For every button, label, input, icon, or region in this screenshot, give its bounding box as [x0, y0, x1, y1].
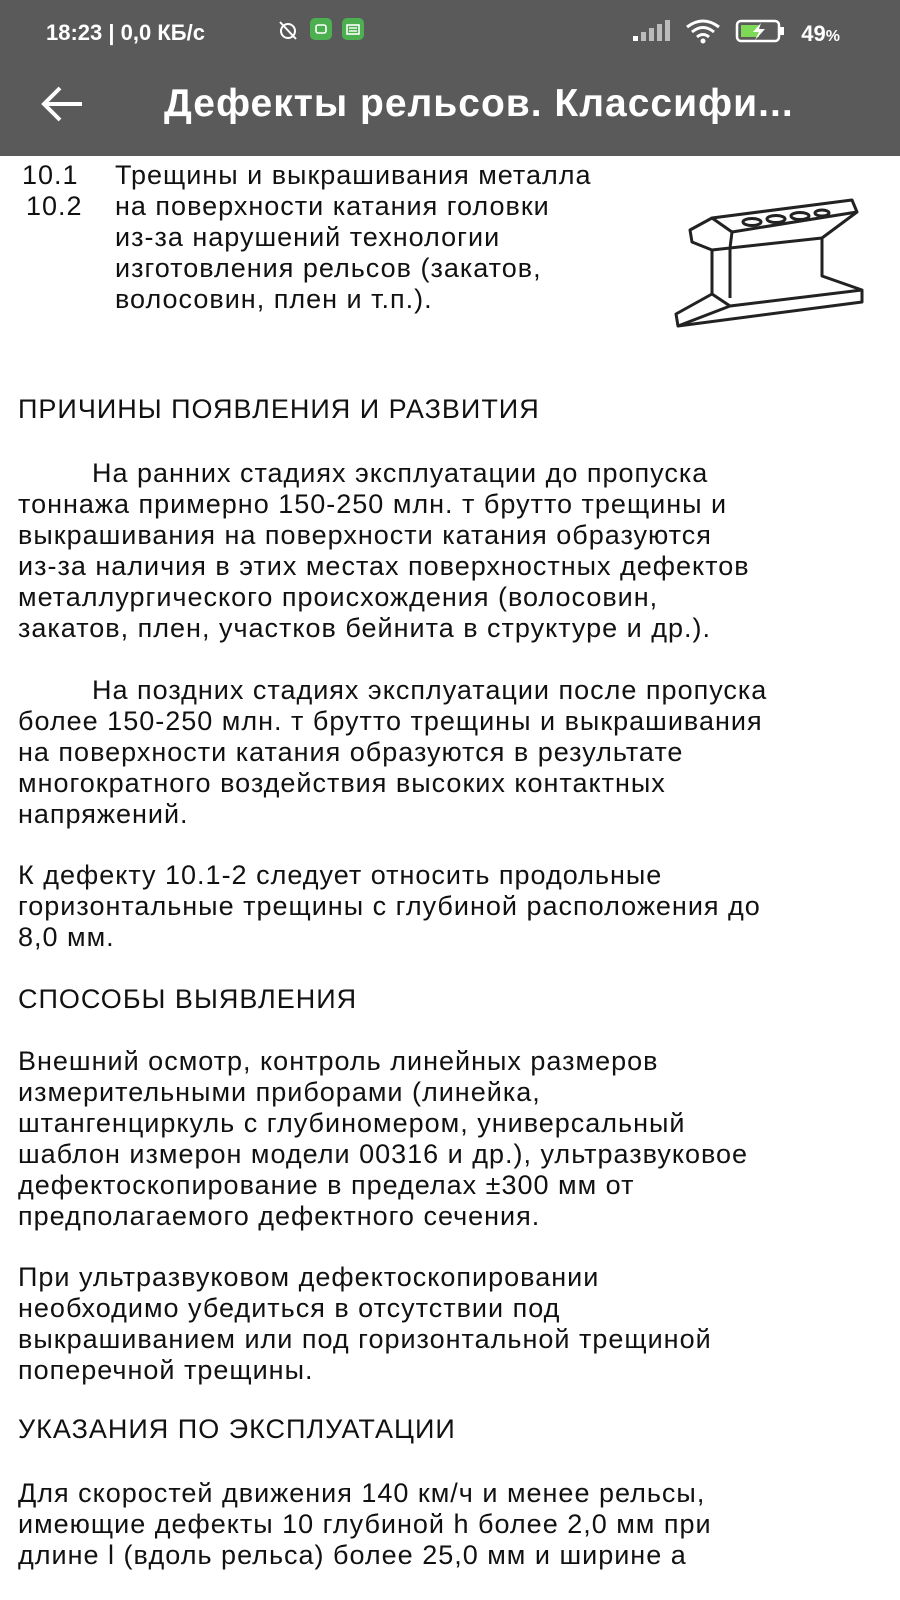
text-line: выкрашивания на поверхности катания образуются	[18, 520, 712, 550]
defect-title	[115, 160, 675, 315]
text-line: поперечной трещины.	[18, 1355, 314, 1385]
text-line: На ранних стадиях эксплуатации до пропуска	[92, 458, 709, 488]
text-line: К дефекту 10.1-2 следует относить продольные	[18, 860, 663, 890]
battery-unit: %	[825, 28, 840, 45]
status-time: 18:23 | 0,0 КБ/с	[46, 20, 205, 45]
text-line: металлургического происхождения (волосовин,	[18, 582, 659, 612]
rail-defect-illustration	[672, 198, 882, 328]
app-notification-icon	[310, 18, 332, 40]
text-line: Трещины и выкрашивания металла	[115, 160, 592, 190]
defect-code: 10.1	[22, 160, 79, 190]
text-line: Для скоростей движения 140 км/ч и менее рельсы,	[18, 1478, 706, 1508]
text-line: горизонтальные трещины с глубиной расположения до	[18, 891, 761, 921]
defect-code: 10.2	[26, 191, 83, 221]
battery-charging-icon	[735, 18, 787, 50]
alarm-off-icon	[276, 18, 300, 48]
text-line: шаблон измерон модели 00316 и др.), ультразвуковое	[18, 1139, 749, 1169]
text-line: закатов, плен, участков бейнита в структуре и др.).	[18, 613, 712, 643]
wifi-icon	[685, 18, 721, 50]
text-line: штангенциркуль с глубиномером, универсальный	[18, 1108, 686, 1138]
section-heading: СПОСОБЫ ВЫЯВЛЕНИЯ	[18, 984, 358, 1014]
app-bar	[0, 0, 900, 156]
paragraph	[18, 860, 888, 953]
text-line: из-за наличия в этих местах поверхностных дефектов	[18, 551, 750, 581]
paragraph	[18, 458, 888, 644]
section-heading: ПРИЧИНЫ ПОЯВЛЕНИЯ И РАЗВИТИЯ	[18, 394, 540, 424]
text-line: из-за нарушений технологии	[115, 222, 501, 252]
paragraph	[18, 1046, 888, 1232]
text-line: необходимо убедиться в отсутствии под	[18, 1293, 561, 1323]
text-line: изготовления рельсов (закатов,	[115, 253, 542, 283]
text-line: более 150-250 млн. т брутто трещины и выкрашивания	[18, 706, 763, 736]
text-line: выкрашиванием или под горизонтальной трещиной	[18, 1324, 712, 1354]
battery-percent: 49	[801, 21, 826, 46]
paragraph	[18, 1478, 888, 1571]
document-content[interactable]	[0, 156, 900, 1600]
back-button[interactable]	[40, 84, 86, 124]
text-line: имеющие дефекты 10 глубиной h более 2,0 мм при	[18, 1509, 712, 1539]
battery-level	[801, 21, 840, 47]
text-line: волосовин, плен и т.п.).	[115, 284, 433, 314]
status-bar	[0, 0, 900, 66]
paragraph	[18, 675, 888, 830]
status-system-icons	[631, 18, 840, 50]
message-notification-icon	[342, 18, 364, 40]
text-line: При ультразвуковом дефектоскопировании	[18, 1262, 600, 1292]
text-line: предполагаемого дефектного сечения.	[18, 1201, 541, 1231]
text-line: напряжений.	[18, 799, 189, 829]
text-line: длине l (вдоль рельса) более 25,0 мм и ширине а	[18, 1540, 687, 1570]
text-line: на поверхности катания образуются в результате	[18, 737, 684, 767]
status-notification-icons	[276, 18, 364, 48]
paragraph	[18, 1262, 888, 1386]
signal-icon	[631, 19, 671, 49]
text-line: дефектоскопирование в пределах ±300 мм от	[18, 1170, 635, 1200]
text-line: многократного воздействия высоких контактных	[18, 768, 666, 798]
text-line: На поздних стадиях эксплуатации после пропуска	[92, 675, 768, 705]
text-line: Внешний осмотр, контроль линейных размеров	[18, 1046, 659, 1076]
text-line: на поверхности катания головки	[115, 191, 550, 221]
text-line: тоннажа примерно 150-250 млн. т брутто трещины и	[18, 489, 728, 519]
arrow-back-icon	[40, 84, 86, 124]
page-title: Дефекты рельсов. Классифи...	[164, 82, 794, 125]
text-line: 8,0 мм.	[18, 922, 115, 952]
section-heading: УКАЗАНИЯ ПО ЭКСПЛУАТАЦИИ	[18, 1414, 456, 1444]
text-line: измерительными приборами (линейка,	[18, 1077, 541, 1107]
